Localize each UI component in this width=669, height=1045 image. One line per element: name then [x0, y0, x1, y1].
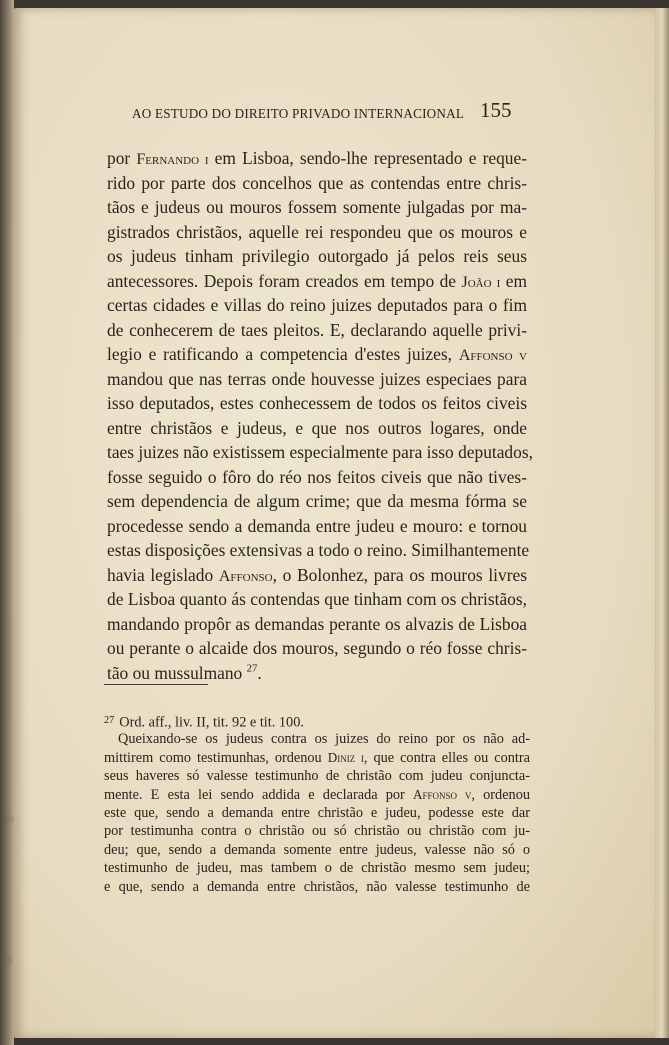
text-line	[107, 587, 527, 612]
text-run: rido por parte dos concelhos que as contendas entre chris-	[107, 172, 527, 193]
text-run: em Lisboa, sendo-lhe representado e reque-	[208, 148, 528, 168]
text-run: ou perante o alcaide dos mouros, segundo o réo fosse chris-	[107, 638, 527, 658]
text-run: sem dependencia de algum crime; que da mesma fórma se	[107, 491, 527, 511]
footnote-line	[104, 730, 530, 748]
text-line	[107, 195, 527, 220]
small-caps-name: Diniz i	[327, 749, 364, 765]
text-run: testimunho de judeu, mas tambem o de christão mesmo sem judeu;	[104, 860, 530, 877]
text-run: havia legislado	[107, 564, 219, 585]
small-caps-name: Affonso v	[412, 786, 472, 802]
text-line	[107, 538, 530, 563]
small-caps-name: Fernando i	[136, 151, 209, 168]
footnote-line	[104, 786, 530, 804]
footnote-line	[104, 822, 530, 840]
main-text-block	[107, 146, 533, 685]
text-run: procedesse sendo a demanda entre judeu e mouro: e tornou	[107, 515, 527, 536]
text-run: em	[500, 270, 527, 291]
text-run: entre christãos e judeus, e que nos outros logares, onde	[107, 417, 527, 438]
page-stack-edge	[655, 8, 669, 1038]
small-caps-name: João i	[461, 273, 501, 291]
text-line	[107, 367, 527, 392]
text-run: , o Bolonhez, para os mouros livres	[272, 564, 527, 585]
text-run: isso deputados, estes conhecessem de todos os feitos civeis	[107, 393, 527, 413]
text-line	[107, 220, 527, 245]
text-run: mittirem como testimunhas, ordenou	[104, 749, 328, 766]
page-number: 155	[480, 98, 512, 122]
text-line	[107, 342, 527, 367]
text-run: fosse seguido o fôro do réo nos feitos civeis que não tives-	[107, 466, 527, 487]
text-line	[107, 244, 527, 269]
text-line	[107, 636, 527, 661]
text-line	[107, 171, 527, 196]
text-line	[107, 612, 527, 637]
text-line	[107, 563, 527, 588]
text-run: este que, sendo a demanda entre christão e judeu, podesse este dar	[104, 804, 530, 821]
footnote-line	[104, 749, 530, 767]
text-line	[107, 146, 527, 171]
text-run: tãos e judeus ou mouros fossem somente julgadas por ma-	[107, 197, 527, 217]
text-run: os judeus tinham privilegio outorgado já pelos reis seus	[107, 246, 527, 266]
text-run: Queixando-se os judeus contra os juizes do reino por os não ad-	[118, 731, 530, 748]
text-line	[107, 489, 527, 514]
text-run: tão ou mussulmano	[107, 662, 247, 683]
text-line	[107, 293, 527, 318]
text-line	[107, 391, 527, 416]
footnote-citation-line	[104, 712, 530, 730]
footnote-line	[104, 859, 530, 877]
text-run: por testimunha contra o christão ou só christão ou christão com ju-	[104, 823, 530, 840]
footnote-line	[104, 878, 530, 896]
text-run: legio e ratificando a competencia d'estes juizes,	[107, 344, 459, 364]
book-spine-shadow	[0, 0, 14, 1045]
text-run: seus haveres só valesse testimunho de christão com judeu conjuncta-	[104, 768, 530, 785]
footnote-line	[104, 767, 530, 785]
text-run: de Lisboa quanto ás contendas que tinham com os christãos,	[107, 589, 527, 609]
text-run: antecessores. Depois foram creados em tempo de	[107, 270, 462, 291]
footnotes	[104, 712, 530, 896]
text-run: mandou que nas terras onde houvesse juizes especiaes para	[107, 368, 527, 389]
footnote-citation: Ord. aff., liv. II, tit. 92 e tit. 100.	[119, 714, 304, 731]
text-run: , que contra elles ou contra	[363, 749, 531, 766]
footnote-line	[104, 841, 530, 859]
text-line	[107, 465, 527, 490]
text-run: e que, sendo a demanda entre christãos, não valesse testimunho de	[104, 878, 530, 895]
text-line	[107, 440, 533, 465]
text-run: certas cidades e villas do reino juizes deputados para o fim	[107, 295, 527, 315]
text-run: , ordenou	[471, 786, 530, 803]
footnote-rule	[104, 684, 208, 685]
paper-stain	[6, 955, 13, 965]
text-run: mente. E esta lei sendo addida e declarada por	[104, 786, 413, 803]
running-head-title: AO ESTUDO DO DIREITO PRIVADO INTERNACIONAL	[132, 106, 465, 121]
text-line	[107, 416, 527, 441]
running-head	[0, 96, 669, 126]
text-run: mandando propôr as demandas perante os alvazis de Lisboa	[107, 613, 527, 634]
text-run: taes juizes não existissem especialmente para isso deputados,	[107, 442, 533, 462]
footnote-mark: 27	[104, 715, 115, 726]
text-line	[107, 661, 527, 686]
text-line	[107, 269, 527, 294]
text-line	[107, 318, 527, 343]
text-line	[107, 514, 527, 539]
text-run: de conhecerem de taes pleitos. E, declarando aquelle privi-	[107, 319, 527, 340]
text-run: estas disposições extensivas a todo o reino. Similhantemente	[107, 540, 530, 560]
footnote-reference: 27	[246, 661, 258, 674]
footnote-line	[104, 804, 530, 822]
small-caps-name: Affonso	[218, 567, 273, 585]
text-run: gistrados christãos, aquelle rei respondeu que os mouros e	[107, 221, 527, 242]
paper-stain	[6, 815, 14, 823]
text-run: deu; que, sendo a demanda somente entre judeus, valesse não só o	[104, 841, 530, 858]
text-run: por	[107, 148, 137, 168]
text-run: .	[257, 662, 262, 683]
small-caps-name: Affonso v	[458, 347, 527, 364]
footnote-text	[104, 730, 530, 896]
